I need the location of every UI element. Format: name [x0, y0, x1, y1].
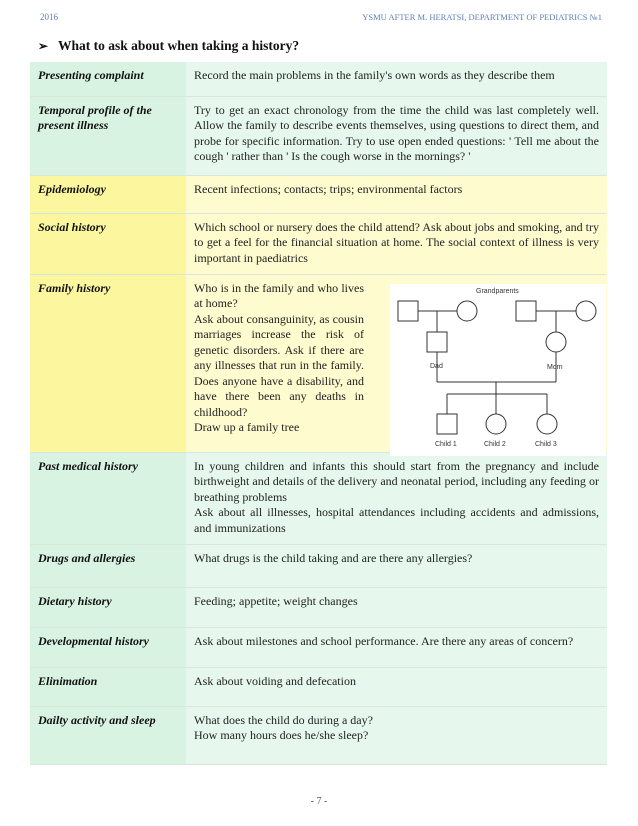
- activity-line-2: How many hours does he/she sleep?: [194, 728, 369, 742]
- row-label: Presenting complaint: [30, 62, 186, 96]
- grandmother-maternal-circle: [576, 301, 596, 321]
- table-row: [30, 62, 607, 96]
- table-row: [30, 706, 607, 764]
- row-text: Ask about voiding and defecation: [186, 667, 607, 706]
- grandparents-label: Grandparents: [476, 287, 519, 295]
- child-2-circle: [486, 414, 506, 434]
- family-question-2: Ask about consanguinity, as cousin marriages increase the risk of genetic disorders. Ask if there are any illnesses that run in the family. Does anyone have a disability, and have there been any deaths in childhood?: [194, 311, 364, 419]
- child-2-label: Child 2: [484, 440, 506, 448]
- dad-square: [427, 332, 447, 352]
- mom-label: Mom: [547, 363, 563, 371]
- row-label: Elinimation: [30, 667, 186, 706]
- row-text: Ask about milestones and school performance. Are there any areas of concern?: [186, 627, 607, 667]
- table-row: [30, 667, 607, 706]
- header-year: 2016: [40, 12, 58, 22]
- row-text: [186, 452, 607, 544]
- row-label: Epidemiology: [30, 175, 186, 213]
- table-row: [30, 213, 607, 274]
- grandmother-paternal-circle: [457, 301, 477, 321]
- history-table: [30, 62, 607, 765]
- past-history-line-2: Ask about all illnesses, hospital attendances including accidents and admissions, and immunizations: [194, 505, 599, 535]
- family-question-3: Draw up a family tree: [194, 420, 300, 434]
- arrow-bullet-icon: ➢: [38, 39, 49, 53]
- grandfather-maternal-square: [516, 301, 536, 321]
- family-question-1: Who is in the family and who lives at home?: [194, 280, 364, 310]
- table-row: [30, 587, 607, 627]
- table-row: [30, 96, 607, 175]
- row-label: Family history: [30, 274, 186, 452]
- row-label: Temporal profile of the present illness: [30, 96, 186, 175]
- row-text: Feeding; appetite; weight changes: [186, 587, 607, 627]
- row-label: Drugs and allergies: [30, 544, 186, 587]
- child-3-circle: [537, 414, 557, 434]
- row-text: Recent infections; contacts; trips; environmental factors: [186, 175, 607, 213]
- row-text: [186, 274, 607, 452]
- row-text: Try to get an exact chronology from the time the child was last completely well. Allow the family to describe events themselves, using questions to direct them, and probe for specific information. Try to use open ended questions: ' Tell me about the cough ' rather than ' Is the cough worse in the mornings? ': [186, 96, 607, 175]
- page-number: - 7 -: [310, 796, 328, 807]
- past-history-line-1: In young children and infants this should start from the pregnancy and include birthweight and details of the delivery and neonatal period, including any feeding or breathing problems: [194, 458, 599, 504]
- activity-line-1: What does the child do during a day?: [194, 712, 373, 727]
- table-row: [30, 544, 607, 587]
- row-label: Dailty activity and sleep: [30, 706, 186, 764]
- header-department: YSMU AFTER M. HERATSI, DEPARTMENT OF PEDIATRICS №1: [362, 12, 602, 22]
- row-label: Past medical history: [30, 452, 186, 544]
- row-label: Developmental history: [30, 627, 186, 667]
- grandfather-paternal-square: [398, 301, 418, 321]
- section-heading: [38, 38, 299, 54]
- family-tree-diagram: [390, 284, 606, 456]
- row-text: Record the main problems in the family's own words as they describe them: [186, 62, 607, 96]
- child-1-label: Child 1: [435, 440, 457, 448]
- row-label: Dietary history: [30, 587, 186, 627]
- table-row: [30, 627, 607, 667]
- row-label: Social history: [30, 213, 186, 274]
- dad-label: Dad: [430, 362, 443, 370]
- section-title: What to ask about when taking a history?: [58, 38, 300, 53]
- row-text: What drugs is the child taking and are there any allergies?: [186, 544, 607, 587]
- table-row: [30, 452, 607, 544]
- child-3-label: Child 3: [535, 440, 557, 448]
- mom-circle: [546, 332, 566, 352]
- table-row: [30, 274, 607, 452]
- row-text: [186, 706, 607, 764]
- row-text: Which school or nursery does the child attend? Ask about jobs and smoking, and try to get a feel for the financial situation at home. The social context of illness is very important in paediatrics: [186, 213, 607, 274]
- child-1-square: [437, 414, 457, 434]
- table-row: [30, 175, 607, 213]
